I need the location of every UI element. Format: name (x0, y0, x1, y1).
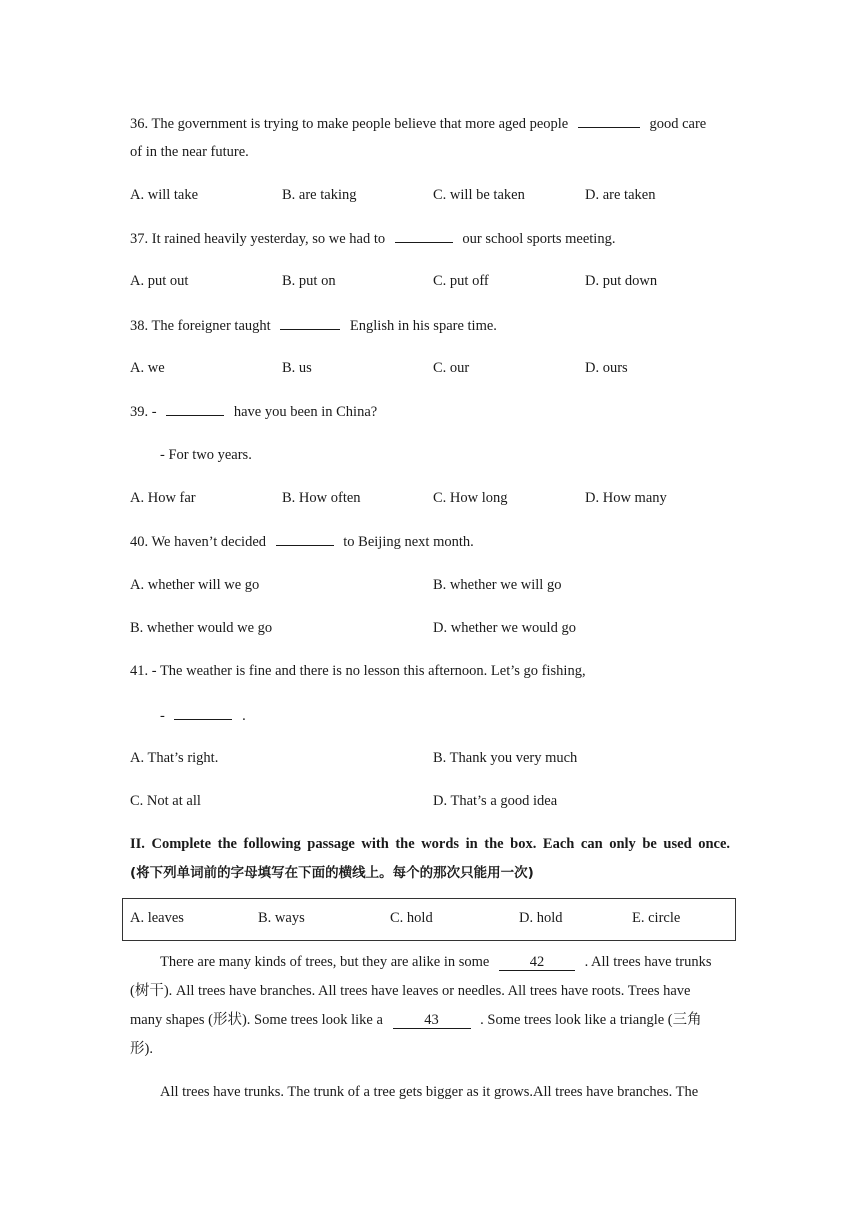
q41-option-c[interactable]: C. Not at all (130, 793, 201, 809)
q37-stem: 37. It rained heavily yesterday, so we had to our school sports meeting. (130, 231, 616, 247)
q41-option-b[interactable]: B. Thank you very much (433, 750, 578, 766)
q36-stem-line1: 36. The government is trying to make people believe that more aged people good care (130, 116, 707, 132)
q39-option-c[interactable]: C. How long (433, 490, 508, 506)
q39-stem: 39. - have you been in China? (130, 404, 378, 420)
passage-line-1: There are many kinds of trees, but they are alike in some 42 . All trees have trunks (160, 954, 712, 970)
q37-option-b[interactable]: B. put on (282, 273, 336, 289)
passage-line-4: 形). (130, 1041, 153, 1057)
q37-option-a[interactable]: A. put out (130, 273, 189, 289)
q41-option-a[interactable]: A. That’s right. (130, 750, 219, 766)
section-2-heading: II. Complete the following passage with the words in the box. Each can only be used once. (130, 836, 730, 852)
q39-option-b[interactable]: B. How often (282, 490, 361, 506)
answer-blank[interactable] (174, 706, 232, 720)
word-box-item-d: D. hold (519, 910, 563, 926)
q40-option-d[interactable]: D. whether we would go (433, 620, 576, 636)
q40-option-c[interactable]: B. whether would we go (130, 620, 273, 636)
word-box-item-b: B. ways (258, 910, 305, 926)
answer-blank[interactable] (395, 229, 453, 243)
q40-option-b[interactable]: B. whether we will go (433, 577, 562, 593)
blank-43[interactable]: 43 (393, 1013, 471, 1029)
word-box-item-a: A. leaves (130, 910, 184, 926)
blank-42[interactable]: 42 (499, 955, 575, 971)
passage-line-3: many shapes (形状). Some trees look like a 43 . Some trees look like a triangle (三角 (130, 1012, 702, 1028)
q41-option-d[interactable]: D. That’s a good idea (433, 793, 558, 809)
q36-option-c[interactable]: C. will be taken (433, 187, 525, 203)
answer-blank[interactable] (166, 402, 224, 416)
q39-option-a[interactable]: A. How far (130, 490, 196, 506)
q38-option-c[interactable]: C. our (433, 360, 470, 376)
q37-option-d[interactable]: D. put down (585, 273, 658, 289)
q36-option-d[interactable]: D. are taken (585, 187, 656, 203)
passage-line-2: (树干). All trees have branches. All trees have leaves or needles. All trees have roots. Trees have (130, 983, 691, 999)
q36-stem-line2: of in the near future. (130, 144, 249, 160)
q38-option-a[interactable]: A. we (130, 360, 165, 376)
passage-paragraph-2: All trees have trunks. The trunk of a tree gets bigger as it grows.All trees have branches. The (160, 1084, 699, 1100)
q41-stem: 41. - The weather is fine and there is no lesson this afternoon. Let’s go fishing, (130, 663, 586, 679)
q38-stem: 38. The foreigner taught English in his spare time. (130, 318, 497, 334)
q37-option-c[interactable]: C. put off (433, 273, 489, 289)
answer-blank[interactable] (276, 532, 334, 546)
section-2-instruction: (将下列单词前的字母填写在下面的横线上。每个的那次只能用一次) (130, 865, 534, 881)
q36-option-a[interactable]: A. will take (130, 187, 199, 203)
q38-option-d[interactable]: D. ours (585, 360, 628, 376)
word-box-item-e: E. circle (632, 910, 681, 926)
answer-blank[interactable] (578, 114, 640, 128)
q41-reply: - . (160, 708, 246, 724)
q39-option-d[interactable]: D. How many (585, 490, 667, 506)
answer-blank[interactable] (280, 316, 340, 330)
q39-reply: - For two years. (160, 447, 252, 463)
word-box-item-c: C. hold (390, 910, 433, 926)
q40-option-a[interactable]: A. whether will we go (130, 577, 260, 593)
q36-option-b[interactable]: B. are taking (282, 187, 357, 203)
q40-stem: 40. We haven’t decided to Beijing next month. (130, 534, 474, 550)
q38-option-b[interactable]: B. us (282, 360, 312, 376)
